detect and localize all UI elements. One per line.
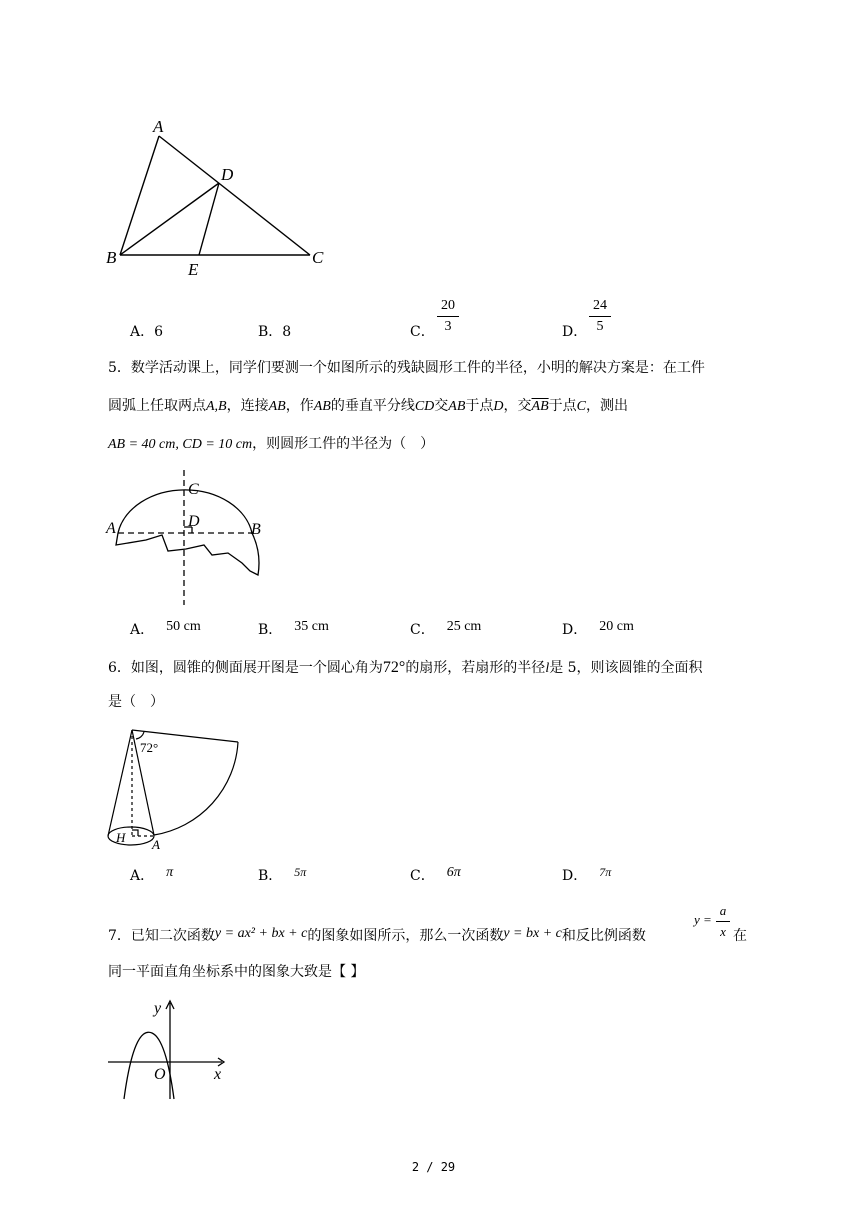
q4-option-d-fraction — [589, 298, 611, 335]
option-letter: A． — [130, 324, 155, 340]
arc-ab: $\overline{AB}$ — [531, 399, 549, 414]
label-C: C — [188, 481, 199, 498]
label-E: E — [188, 260, 199, 279]
q5-option-a[interactable]: A． 50 cm — [130, 619, 201, 638]
q5-measurements: AB = 40 cm, CD = 10 cm — [108, 437, 253, 452]
q4-option-a[interactable] — [130, 322, 163, 342]
label-D: D — [188, 513, 200, 530]
label-D: D — [221, 165, 234, 184]
q6-option-d[interactable]: D． 7π — [562, 865, 612, 884]
q6-line2: 是（ ） — [108, 694, 164, 710]
q5-line2: 圆弧上任取两点A,B，连接AB，作AB的垂直平分线CD交AB于点D，交$\overline{AB}$于点C，测出 — [108, 398, 628, 414]
label-B: B — [106, 248, 117, 267]
q7-line1: 7．已知二次函数y = ax² + bx + c的图象如图所示，那么一次函数y = bx + c和反比例函数 — [108, 926, 646, 944]
option-letter: C． — [410, 324, 435, 340]
label-C: C — [312, 248, 324, 267]
numerator: 20 — [441, 298, 455, 313]
q4-option-d[interactable] — [562, 322, 587, 342]
axis-y-label: y — [154, 1000, 162, 1017]
label-A: A — [152, 837, 160, 852]
q5-option-c[interactable]: C． 25 cm — [410, 619, 482, 638]
option-letter: D． — [562, 324, 588, 340]
origin-label: O — [154, 1066, 166, 1083]
q6-line1: 6．如图，圆锥的侧面展开图是一个圆心角为72°的扇形，若扇形的半径l是 5，则该圆锥的全面积 — [108, 659, 703, 676]
option-value: 6 — [154, 324, 164, 340]
q4-option-c[interactable] — [410, 322, 435, 342]
q5-line1: 5．数学活动课上，同学们要测一个如图所示的残缺圆形工件的半径，小明的解决方案是：在工件 — [108, 360, 705, 376]
parabola-figure — [100, 995, 235, 1105]
q6-option-c[interactable]: C． 6π — [410, 865, 461, 884]
broken-circle-figure — [100, 465, 280, 610]
denominator: 3 — [444, 319, 452, 334]
triangle-figure — [100, 110, 340, 280]
q7-line1-end: 在 — [733, 928, 747, 944]
axis-x-label: x — [214, 1066, 222, 1083]
option-letter: B． — [258, 324, 283, 340]
option-value: 8 — [282, 324, 292, 340]
q4-option-c-fraction — [437, 298, 459, 335]
q6-option-a[interactable]: A． π — [130, 865, 174, 884]
label-H: H — [116, 830, 126, 845]
q5-option-d[interactable]: D． 20 cm — [562, 619, 634, 638]
q4-option-b[interactable] — [258, 322, 291, 342]
label-A: A — [153, 117, 164, 136]
angle-label: 72° — [140, 740, 159, 755]
q5-line3: AB = 40 cm, CD = 10 cm，则圆形工件的半径为（ ） — [108, 436, 435, 452]
page-number: 2 / 29 — [411, 1160, 456, 1174]
cone-sector-figure — [100, 722, 250, 857]
q6-option-b[interactable]: B． 5π — [258, 865, 307, 884]
denominator: 5 — [596, 319, 604, 334]
label-A: A — [106, 520, 116, 537]
label-B: B — [251, 521, 261, 538]
q7-inverse-fraction: a x — [716, 903, 730, 940]
q5-option-b[interactable]: B． 35 cm — [258, 619, 329, 638]
numerator: 24 — [593, 298, 607, 313]
q7-inverse-y: y = — [694, 912, 712, 927]
q7-line2: 同一平面直角坐标系中的图象大致是【 】 — [108, 964, 365, 980]
